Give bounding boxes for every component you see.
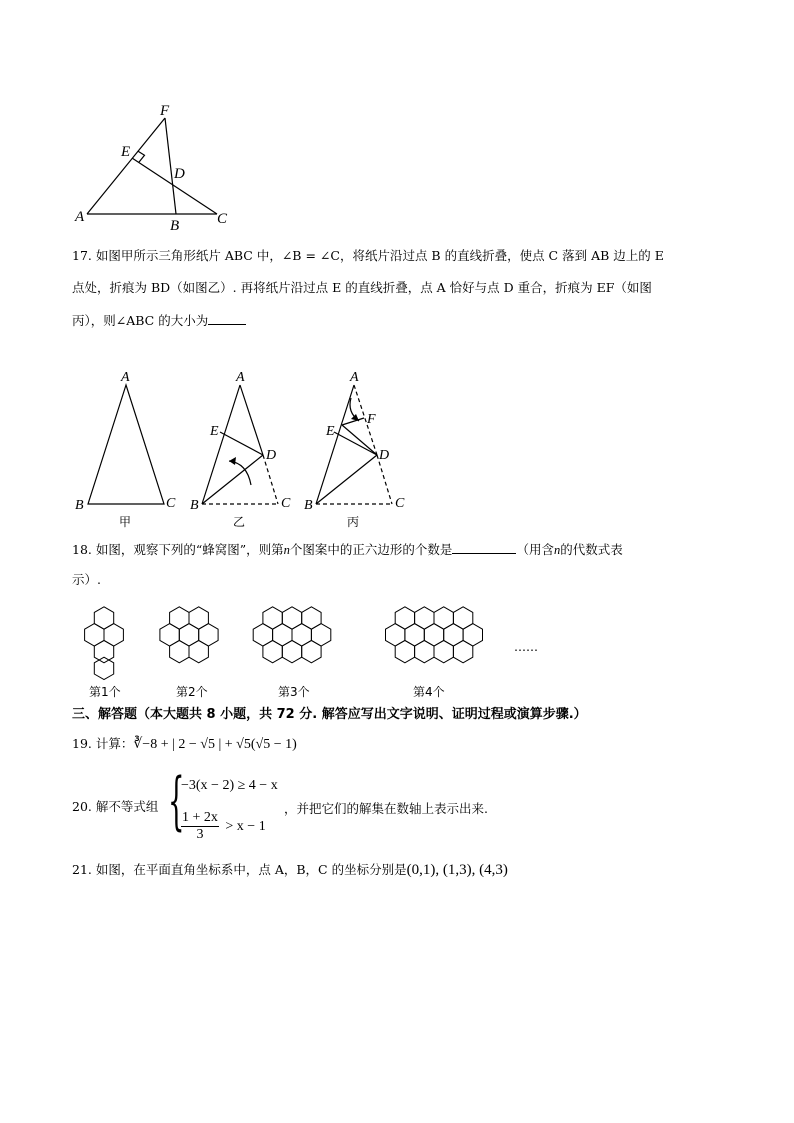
segment-AF xyxy=(87,118,165,214)
bing-segment-BD xyxy=(316,455,377,504)
hexagon xyxy=(453,640,472,662)
hexagon xyxy=(170,640,189,662)
q18-text-c: （用含 xyxy=(516,542,554,557)
label-B: B xyxy=(170,218,180,234)
hexagon xyxy=(395,640,414,662)
q19-line xyxy=(72,738,297,752)
label-C: C xyxy=(217,211,228,227)
caption-pattern-3: 第3个 xyxy=(278,685,310,699)
hexagon xyxy=(94,657,113,679)
q18-number: 18. xyxy=(72,542,92,557)
bing-label-C: C xyxy=(395,496,405,511)
q18-text-d: 的代数式表 xyxy=(560,542,623,557)
q20-label: 解不等式组 xyxy=(95,799,159,814)
q19-number: 19. xyxy=(72,736,92,751)
q18-text-a: 如图，观察下列的“蜂窝图”，则第 xyxy=(95,542,284,557)
right-angle-mark xyxy=(138,151,145,162)
bing-segment-ED xyxy=(334,432,377,455)
caption-yi: 乙 xyxy=(233,515,246,529)
yi-label-B: B xyxy=(190,498,199,513)
label-E: E xyxy=(121,144,131,160)
caption-pattern-4: 第4个 xyxy=(413,685,445,699)
q20-inequality-2 xyxy=(181,810,266,843)
q21-line xyxy=(72,863,508,878)
bing-label-A: A xyxy=(350,370,359,385)
q21-coordinates: (0,1), (1,3), (4,3) xyxy=(406,862,508,878)
bing-segment-AB xyxy=(316,385,354,504)
bing-label-F: F xyxy=(367,412,376,427)
q19-expression: ∛−8 + | 2 − √5 | + √5(√5 − 1) xyxy=(133,737,297,752)
figure-q16 xyxy=(70,100,240,235)
hexagon xyxy=(415,640,434,662)
label-A: A xyxy=(75,209,85,225)
q20-lead xyxy=(72,801,158,814)
jia-label-B: B xyxy=(75,498,84,513)
q17-line3 xyxy=(72,313,246,328)
q17-text-line2: 点处，折痕为 BD（如图乙）. 再将纸片沿过点 E 的直线折叠，点 A 恰好与点 D 重合，折痕为 EF（如图 xyxy=(72,280,652,295)
jia-label-C: C xyxy=(166,496,176,511)
q20-fraction xyxy=(181,810,219,843)
bing-arrowhead xyxy=(351,414,359,421)
q18-var-n: n xyxy=(283,543,290,557)
caption-jia: 甲 xyxy=(119,515,132,529)
figure-q18-honeycombs xyxy=(70,598,550,683)
ellipsis: …… xyxy=(514,640,538,654)
answer-blank-q17[interactable] xyxy=(208,313,246,325)
q21-number: 21. xyxy=(72,862,92,877)
q18-line1 xyxy=(72,542,623,557)
q20-rhs: > x − 1 xyxy=(225,818,266,834)
bing-label-D: D xyxy=(379,448,390,463)
answer-blank-q18[interactable] xyxy=(452,542,516,554)
caption-bing: 丙 xyxy=(347,515,360,529)
hexagon xyxy=(282,640,301,662)
q17-number: 17. xyxy=(72,248,92,263)
yi-label-A: A xyxy=(236,370,245,385)
yi-label-C: C xyxy=(281,496,291,511)
q17-text-line3: 丙），则∠ABC 的大小为 xyxy=(72,313,209,328)
q20-numerator: 1 + 2x xyxy=(182,810,218,825)
q17-text-line1: 如图甲所示三角形纸片 ABC 中，∠B = ∠C，将纸片沿过点 B 的直线折叠，使点 C 落到 AB 边上的 E xyxy=(95,248,664,263)
q20-inequality-1: −3(x − 2) ≥ 4 − x xyxy=(181,778,278,793)
label-D: D xyxy=(174,166,185,182)
bing-label-E: E xyxy=(326,424,335,439)
q17-line1 xyxy=(72,250,664,263)
yi-label-E: E xyxy=(210,424,219,439)
q18-text-b: 个图案中的正六边形的个数是 xyxy=(289,542,453,557)
figure-q17 xyxy=(70,365,420,535)
hexagon xyxy=(302,640,321,662)
hexagon xyxy=(263,640,282,662)
section-3-heading: 三、解答题（本大题共 8 小题，共 72 分. 解答应写出文字说明、证明过程或演算步骤.） xyxy=(72,707,587,722)
caption-pattern-1: 第1个 xyxy=(89,685,121,699)
triangle-jia xyxy=(88,385,164,504)
brace-icon: { xyxy=(168,767,185,840)
hexagon xyxy=(94,640,113,662)
q20-number: 20. xyxy=(72,799,92,814)
yi-label-D: D xyxy=(266,448,277,463)
hexagon xyxy=(189,640,208,662)
q21-text: 如图，在平面直角坐标系中，点 A，B，C 的坐标分别是 xyxy=(95,862,407,877)
q20-tail: ，并把它们的解集在数轴上表示出来. xyxy=(284,801,488,816)
yi-arrowhead xyxy=(229,457,236,465)
bing-label-B: B xyxy=(304,498,313,513)
hexagon xyxy=(434,640,453,662)
label-F: F xyxy=(160,103,170,119)
yi-segment-AB xyxy=(202,385,240,504)
q19-label: 计算： xyxy=(95,736,134,751)
q18-var-n2: n xyxy=(553,543,561,557)
q18-text-line2: 示）. xyxy=(72,572,101,587)
q20-denominator: 3 xyxy=(196,827,204,842)
jia-label-A: A xyxy=(121,370,130,385)
caption-pattern-2: 第2个 xyxy=(176,685,208,699)
